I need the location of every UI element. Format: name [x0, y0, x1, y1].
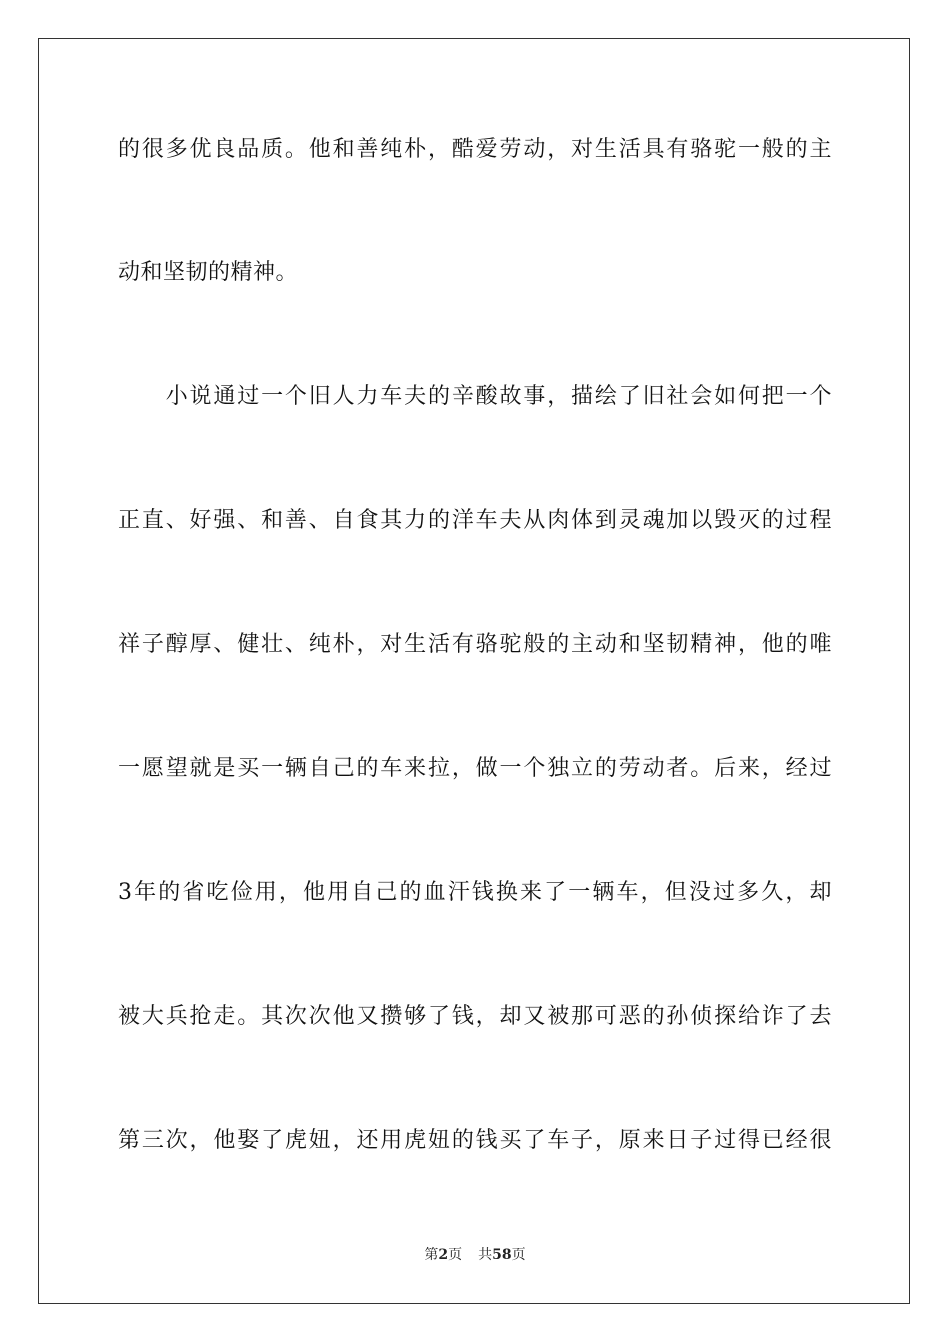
total-page-number: 58 — [492, 1247, 512, 1263]
total-label-prefix: 共 — [478, 1247, 493, 1263]
text-line: 正直、好强、和善、自食其力的洋车夫从肉体到灵魂加以毁灭的过程 — [118, 508, 832, 533]
page-label-unit: 页 — [448, 1247, 463, 1263]
text-line: 第三次，他娶了虎妞，还用虎妞的钱买了车子，原来日子过得已经很 — [118, 1128, 832, 1153]
total-label-unit: 页 — [511, 1247, 526, 1263]
page-footer — [0, 1246, 950, 1264]
current-page-number: 2 — [438, 1247, 449, 1263]
page-border — [38, 38, 910, 1304]
text-line: 3年的省吃俭用，他用自己的血汗钱换来了一辆车，但没过多久，却 — [118, 880, 832, 905]
text-line: 动和坚韧的精神。 — [118, 260, 299, 285]
text-line: 祥子醇厚、健壮、纯朴，对生活有骆驼般的主动和坚韧精神，他的唯 — [118, 632, 832, 657]
text-line: 一愿望就是买一辆自己的车来拉，做一个独立的劳动者。后来，经过 — [118, 756, 832, 781]
text-line: 被大兵抢走。其次次他又攒够了钱，却又被那可恶的孙侦探给诈了去 — [118, 1004, 832, 1029]
page-label-prefix: 第 — [424, 1247, 439, 1263]
text-line: 的很多优良品质。他和善纯朴，酷爱劳动，对生活具有骆驼一般的主 — [118, 137, 832, 162]
text-line: 小说通过一个旧人力车夫的辛酸故事，描绘了旧社会如何把一个 — [118, 384, 832, 409]
